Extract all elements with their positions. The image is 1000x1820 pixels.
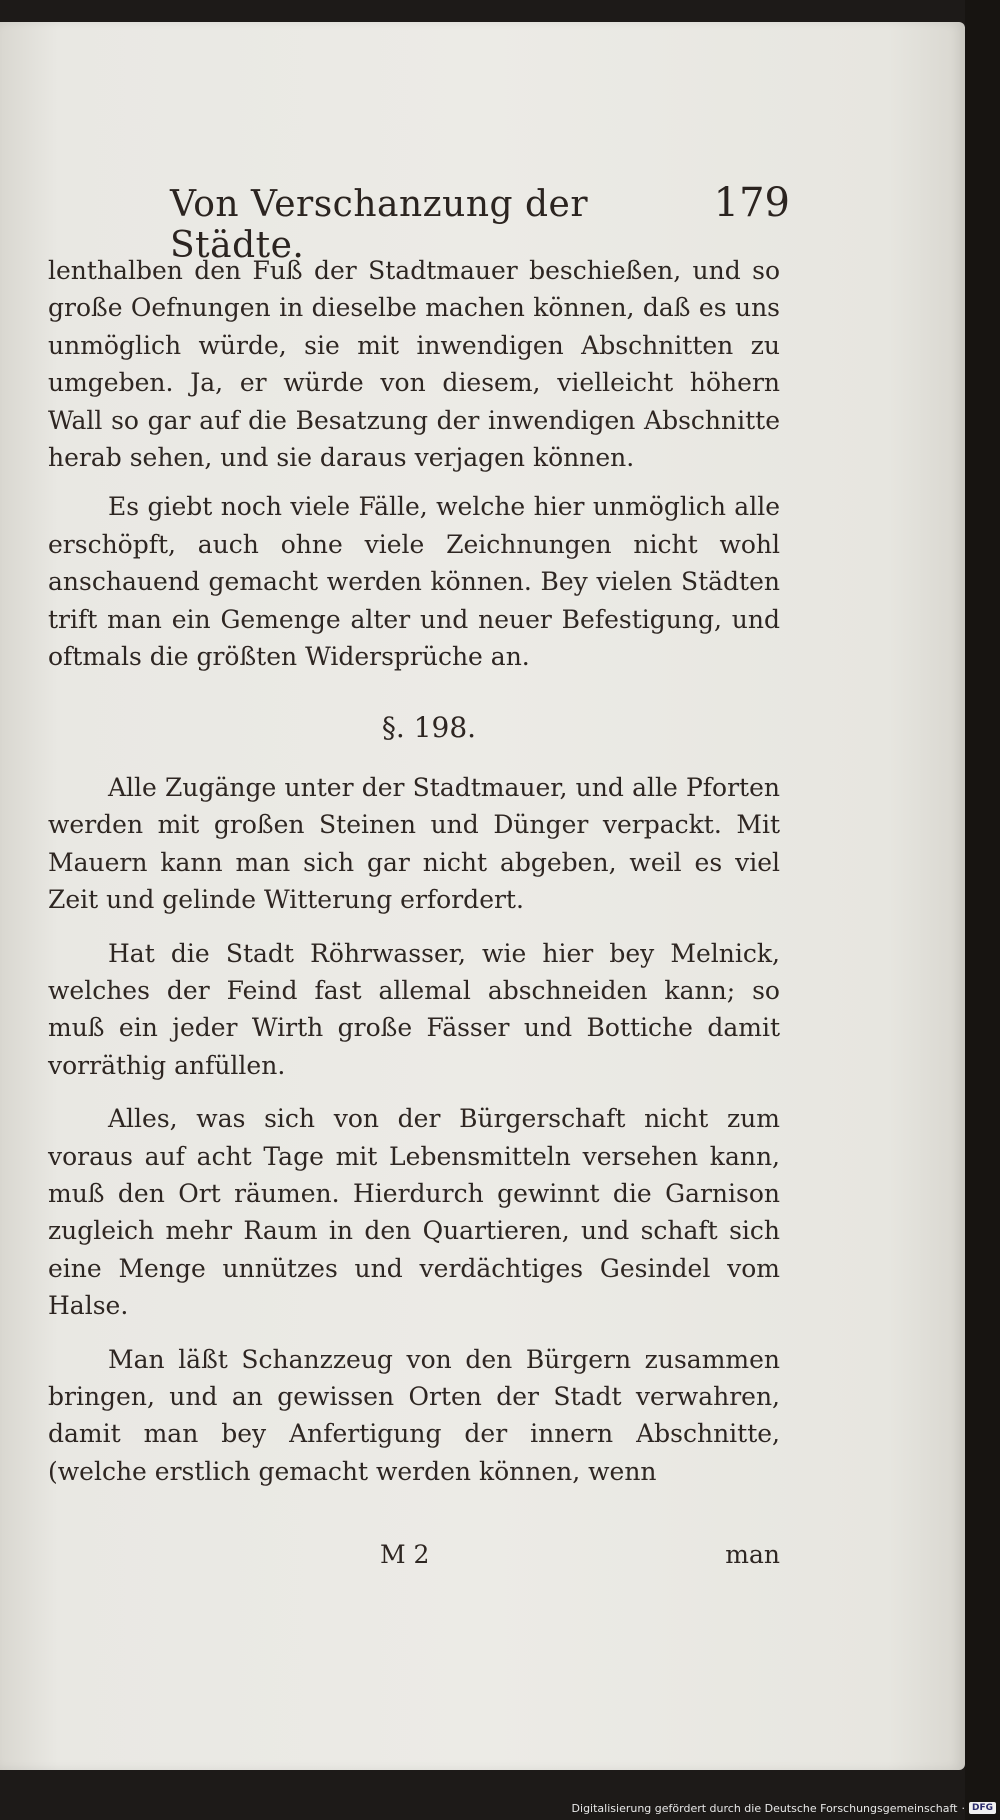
section-heading: §. 198.	[381, 711, 477, 745]
catchword: man	[725, 1540, 780, 1569]
paragraph: Hat die Stadt Röhrwasser, wie hier bey Melnick, welches der Feind fast allemal abschneiden kann; so muß ein jeder Wirth große Fässer und Bottiche damit vorräthig anfüllen.	[48, 938, 780, 1080]
paragraph: Es giebt noch viele Fälle, welche hier unmöglich alle erschöpft, auch ohne viele Zeichnungen nicht wohl anschauend gemacht werden können. Bey vielen Städten trift man ein Gemenge alter und neuer Befestigung, und oftmals die größten Widersprüche an.	[48, 492, 780, 672]
credit-text: Digitalisierung gefördert durch die Deutsche Forschungsgemeinschaft	[571, 1801, 958, 1815]
paragraph: Alle Zugänge unter der Stadtmauer, und alle Pforten werden mit großen Steinen und Dünger verpackt. Mit Mauern kann man sich gar nicht abgeben, weil es viel Zeit und gelinde Witterung erfordert.	[48, 772, 780, 915]
page-header	[170, 180, 790, 266]
running-head: Von Verschanzung der Städte.	[170, 184, 589, 266]
scan-edge	[965, 0, 1000, 1820]
page-foot	[48, 1540, 780, 1580]
paragraph: lenthalben den Fuß der Stadtmauer beschießen, und so große Oefnungen in dieselbe machen können, daß es uns unmöglich würde, sie mit inwendigen Abschnitten zu umgeben. Ja, er würde von diesem, vielleicht höhern Wall so gar auf die Besatzung der inwendigen Abschnitte herab sehen, und sie daraus verjagen können.	[48, 256, 780, 473]
page-number: 179	[713, 180, 790, 226]
signature-mark: M 2	[380, 1540, 430, 1569]
paragraph: Man läßt Schanzzeug von den Bürgern zusammen bringen, und an gewissen Orten der Stadt verwahren, damit man bey Anfertigung der innern Abschnitte, (welche erstlich gemacht werden können, wenn	[48, 1344, 780, 1486]
body-text	[48, 252, 780, 1490]
dfg-logo-icon: DFG	[969, 1802, 996, 1814]
paragraph: Alles, was sich von der Bürgerschaft nicht zum voraus auf acht Tage mit Lebensmitteln versehen kann, muß den Ort räumen. Hierdurch gewinnt die Garnison zugleich mehr Raum in den Quartieren, und schaft sich eine Menge unnützes und verdächtiges Gesindel vom Halse.	[48, 1104, 780, 1321]
digitization-credit: Digitalisierung gefördert durch die Deutsche Forschungsgemeinschaft · DFG	[572, 1798, 996, 1818]
